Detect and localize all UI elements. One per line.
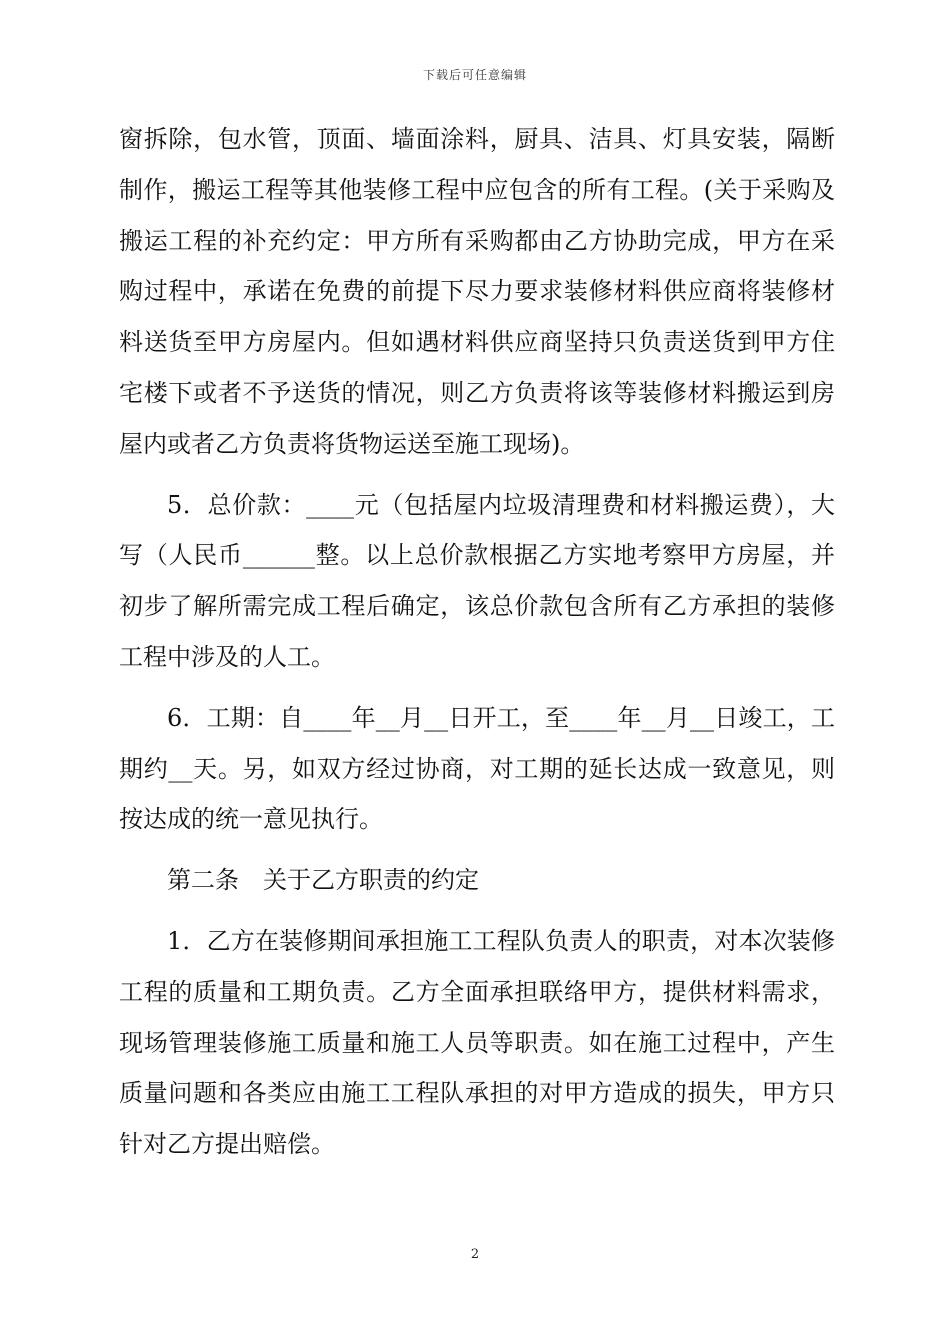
paragraph-contractor-duties: 1．乙方在装修期间承担施工工程队负责人的职责，对本次装修工程的质量和工期负责。乙方全面承担联络甲方，提供材料需求，现场管理装修施工质量和施工人员等职责。如在施工过程中，产生质量问题和各类应由施工工程队承担的对甲方造成的损失，甲方只针对乙方提出赔偿。 — [119, 926, 835, 1159]
document-body — [119, 114, 835, 1170]
paragraph-total-price: 5．总价款：____元（包括屋内垃圾清理费和材料搬运费），大写（人民币______整。以上总价款根据乙方实地考察甲方房屋，并初步了解所需完成工程后确定，该总价款包含所有乙方承担的装修工程中涉及的人工。 — [119, 490, 835, 671]
page-number: 2 — [470, 1247, 480, 1262]
paragraph-schedule: 6．工期：自____年__月__日开工，至____年__月__日竣工，工期约__天。另，如双方经过协商，对工期的延长达成一致意见，则按达成的统一意见执行。 — [119, 703, 835, 834]
article-heading: 第二条 关于乙方职责的约定 — [167, 866, 479, 895]
paragraph-scope-continued: 窗拆除，包水管，顶面、墙面涂料，厨具、洁具、灯具安装，隔断制作，搬运工程等其他装修工程中应包含的所有工程。(关于采购及搬运工程的补充约定：甲方所有采购都由乙方协助完成，甲方在采购过程中，承诺在免费的前提下尽力要求装修材料供应商将装修材料送货至甲方房屋内。但如遇材料供应商坚持只负责送货到甲方住宅楼下或者不予送货的情况，则乙方负责将该等装修材料搬运到房屋内或者乙方负责将货物运送至施工现场)。 — [119, 125, 835, 458]
page-header: 下载后可任意编辑 — [422, 68, 527, 82]
